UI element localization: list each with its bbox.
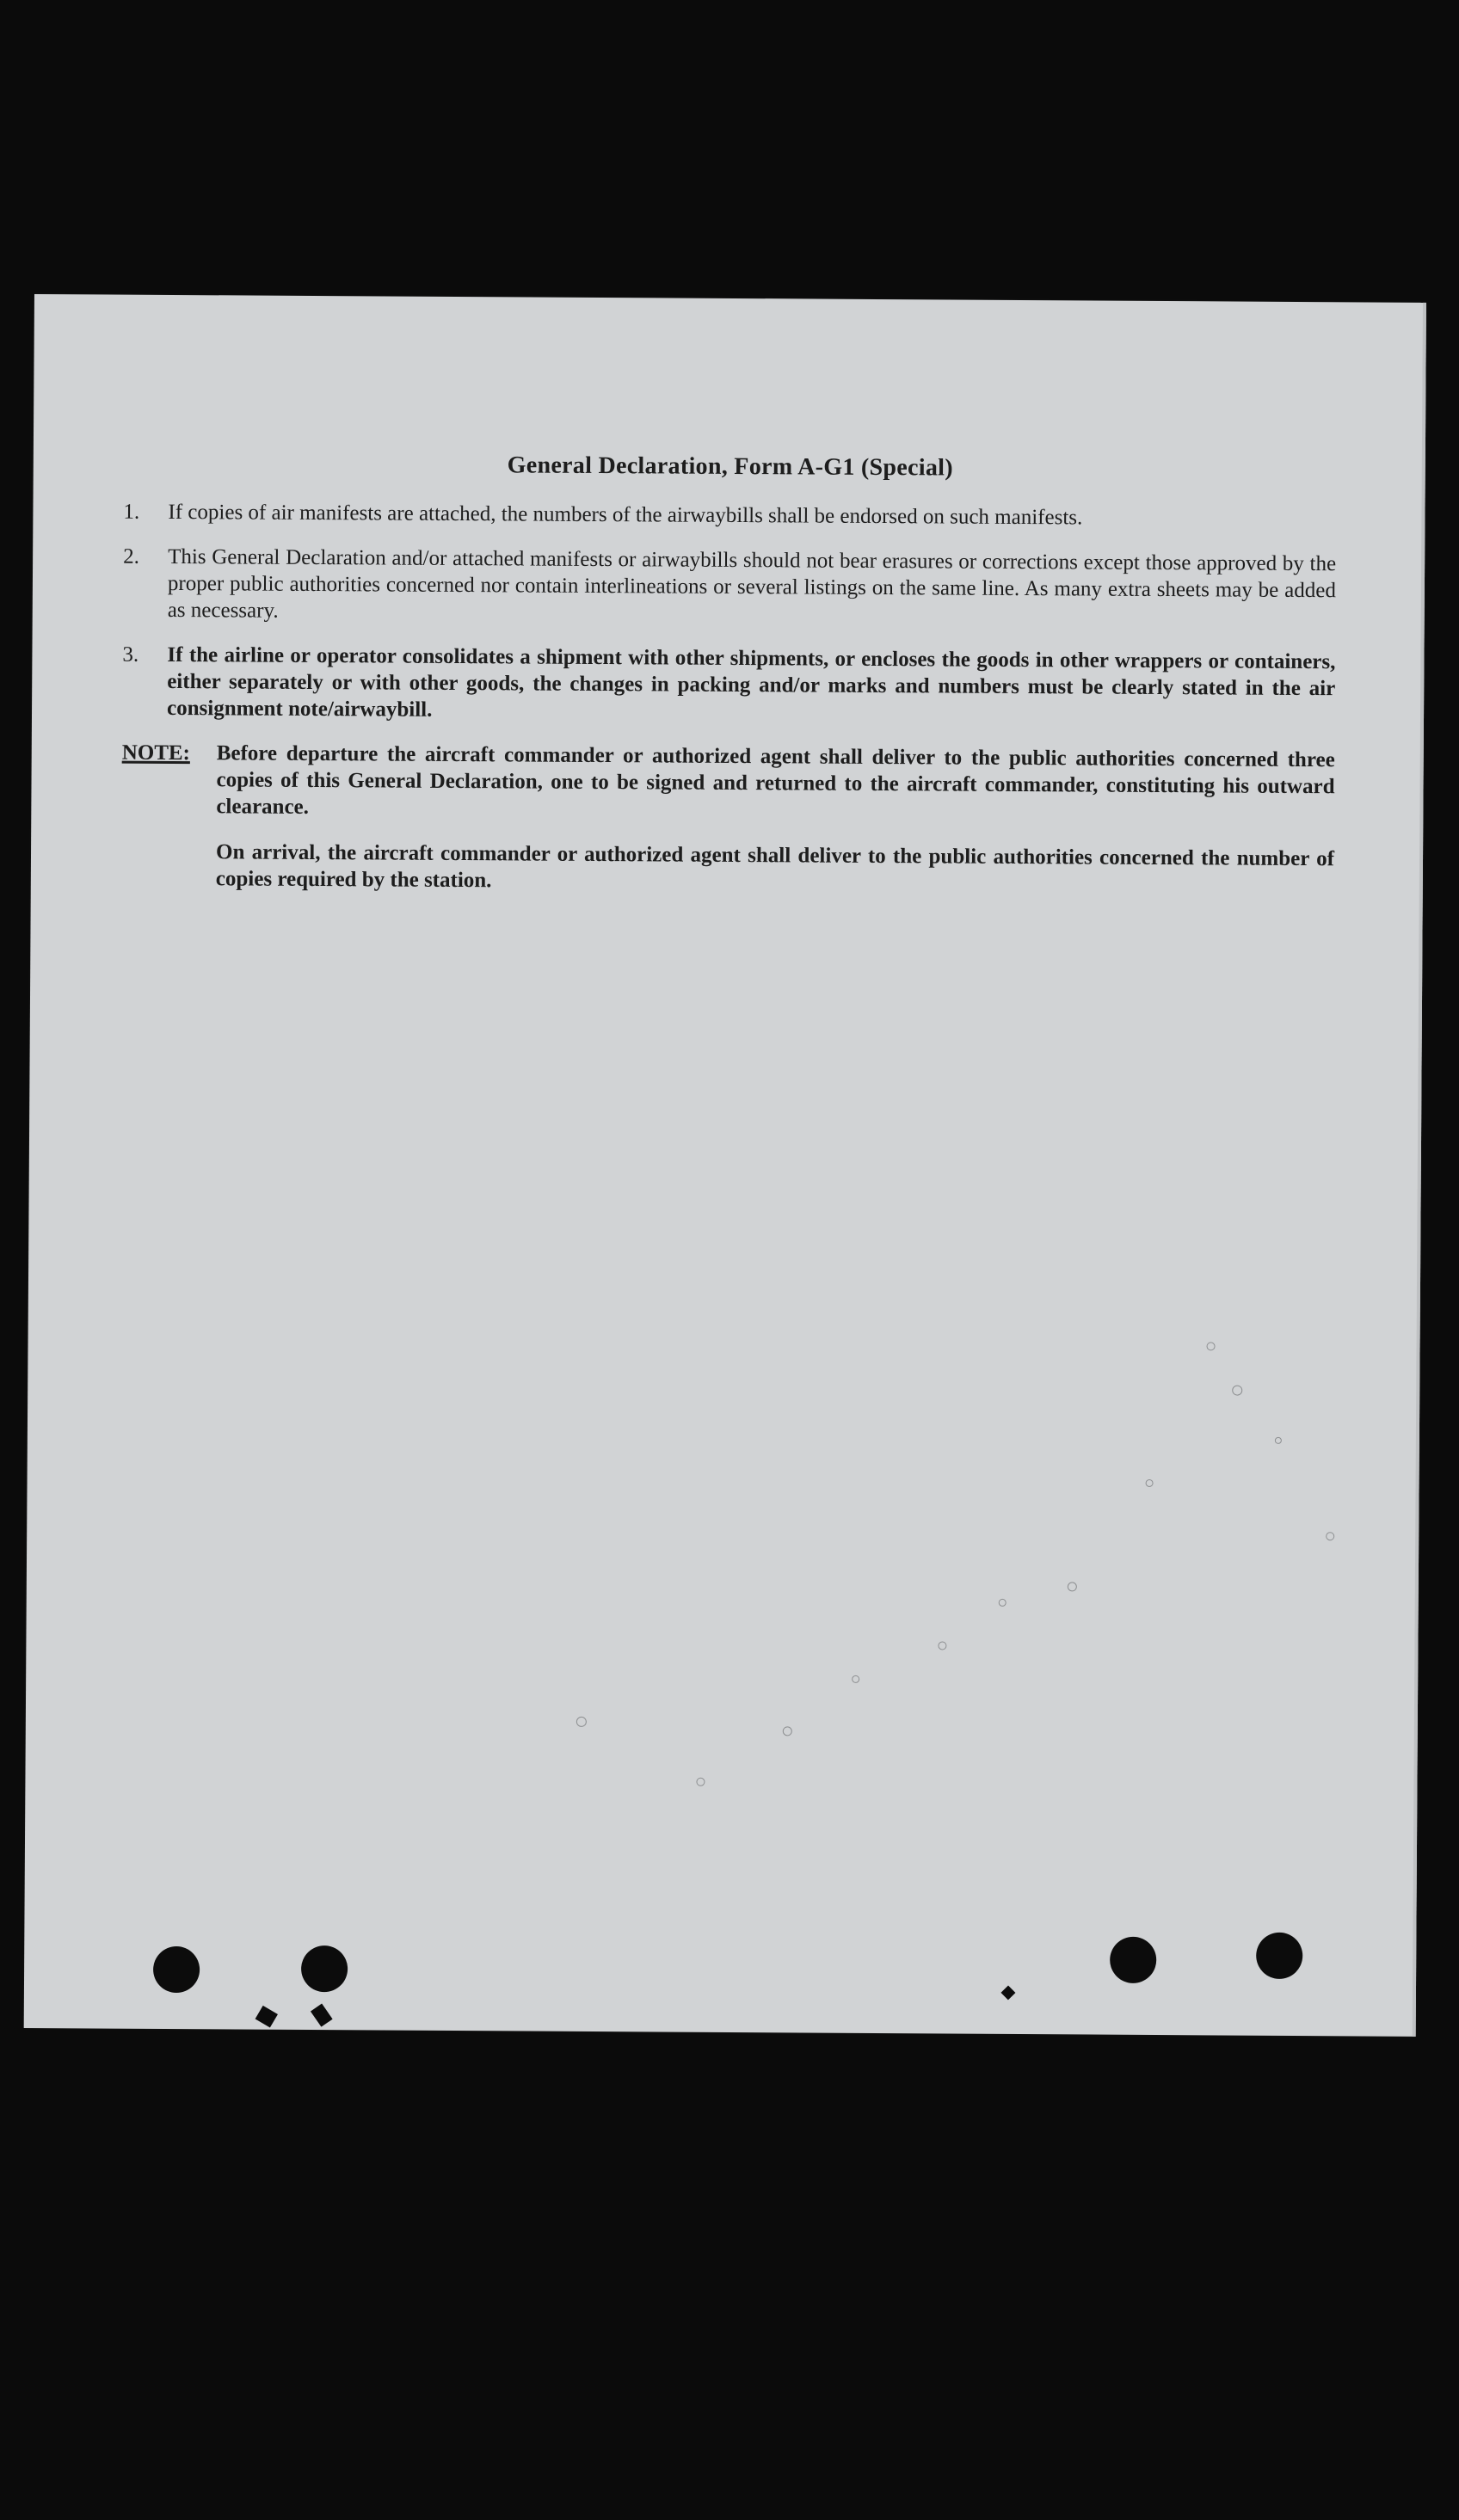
scan-speck — [999, 1599, 1007, 1607]
item-text: If the airline or operator consolidates a shipment with other shipments, or encloses the goods in other wrappers or containers, either separately or with other goods, the changes in packing and/or marks and numbers must be clearly stated in the air consignment note/airwaybill. — [166, 642, 1336, 722]
note-paragraph-departure: Before departure the aircraft commander or authorized agent shall deliver to the public authorities concerned three copies of this General Declaration, one to be signed and returned to the aircraft commander, constituting his outward clearance. — [216, 741, 1335, 819]
scan-speck — [783, 1726, 792, 1736]
scan-speck — [1275, 1437, 1282, 1444]
instruction-item-1 — [123, 499, 1336, 533]
punch-hole-icon — [1110, 1937, 1156, 1983]
scan-speck — [696, 1778, 705, 1786]
note-paragraph-arrival: On arrival, the aircraft commander or authorized agent shall deliver to the public authorities concerned the number of copies required by the station. — [215, 840, 1335, 893]
document-title: General Declaration, Form A-G1 (Special) — [507, 452, 953, 482]
scan-speck — [1068, 1582, 1077, 1591]
instruction-item-2 — [123, 544, 1337, 631]
scan-speck — [1326, 1532, 1334, 1540]
punch-hole-icon — [301, 1945, 348, 1992]
item-text: This General Declaration and/or attached manifests or airwaybills should not bear erasures or corrections except those approved by the proper public authorities concerned nor contain interlineations or several listings on the same line. As many extra sheets may be added as necessary. — [167, 544, 1337, 623]
tear-mark — [255, 2006, 278, 2028]
note-label: NOTE: — [121, 741, 191, 765]
punch-hole-icon — [153, 1946, 200, 1993]
tear-mark — [1000, 1985, 1015, 2000]
punch-hole-icon — [1256, 1933, 1302, 1979]
item-number: 3. — [122, 642, 139, 667]
instruction-item-3 — [122, 642, 1336, 729]
scan-speck — [576, 1717, 587, 1727]
tear-mark — [311, 2003, 333, 2026]
scan-speck — [1146, 1479, 1154, 1487]
scan-speck — [1232, 1386, 1242, 1396]
item-number: 2. — [123, 544, 139, 569]
scan-speck — [852, 1675, 859, 1683]
item-text: If copies of air manifests are attached, the numbers of the airwaybills shall be endorsed on such manifests. — [168, 500, 1083, 530]
scan-speck — [1207, 1342, 1216, 1350]
document-page — [24, 294, 1426, 2037]
note-body — [216, 740, 1335, 918]
declaration-text-block — [121, 450, 1337, 919]
item-number: 1. — [123, 500, 140, 524]
scan-speck — [938, 1641, 946, 1650]
note-section — [121, 740, 1335, 919]
